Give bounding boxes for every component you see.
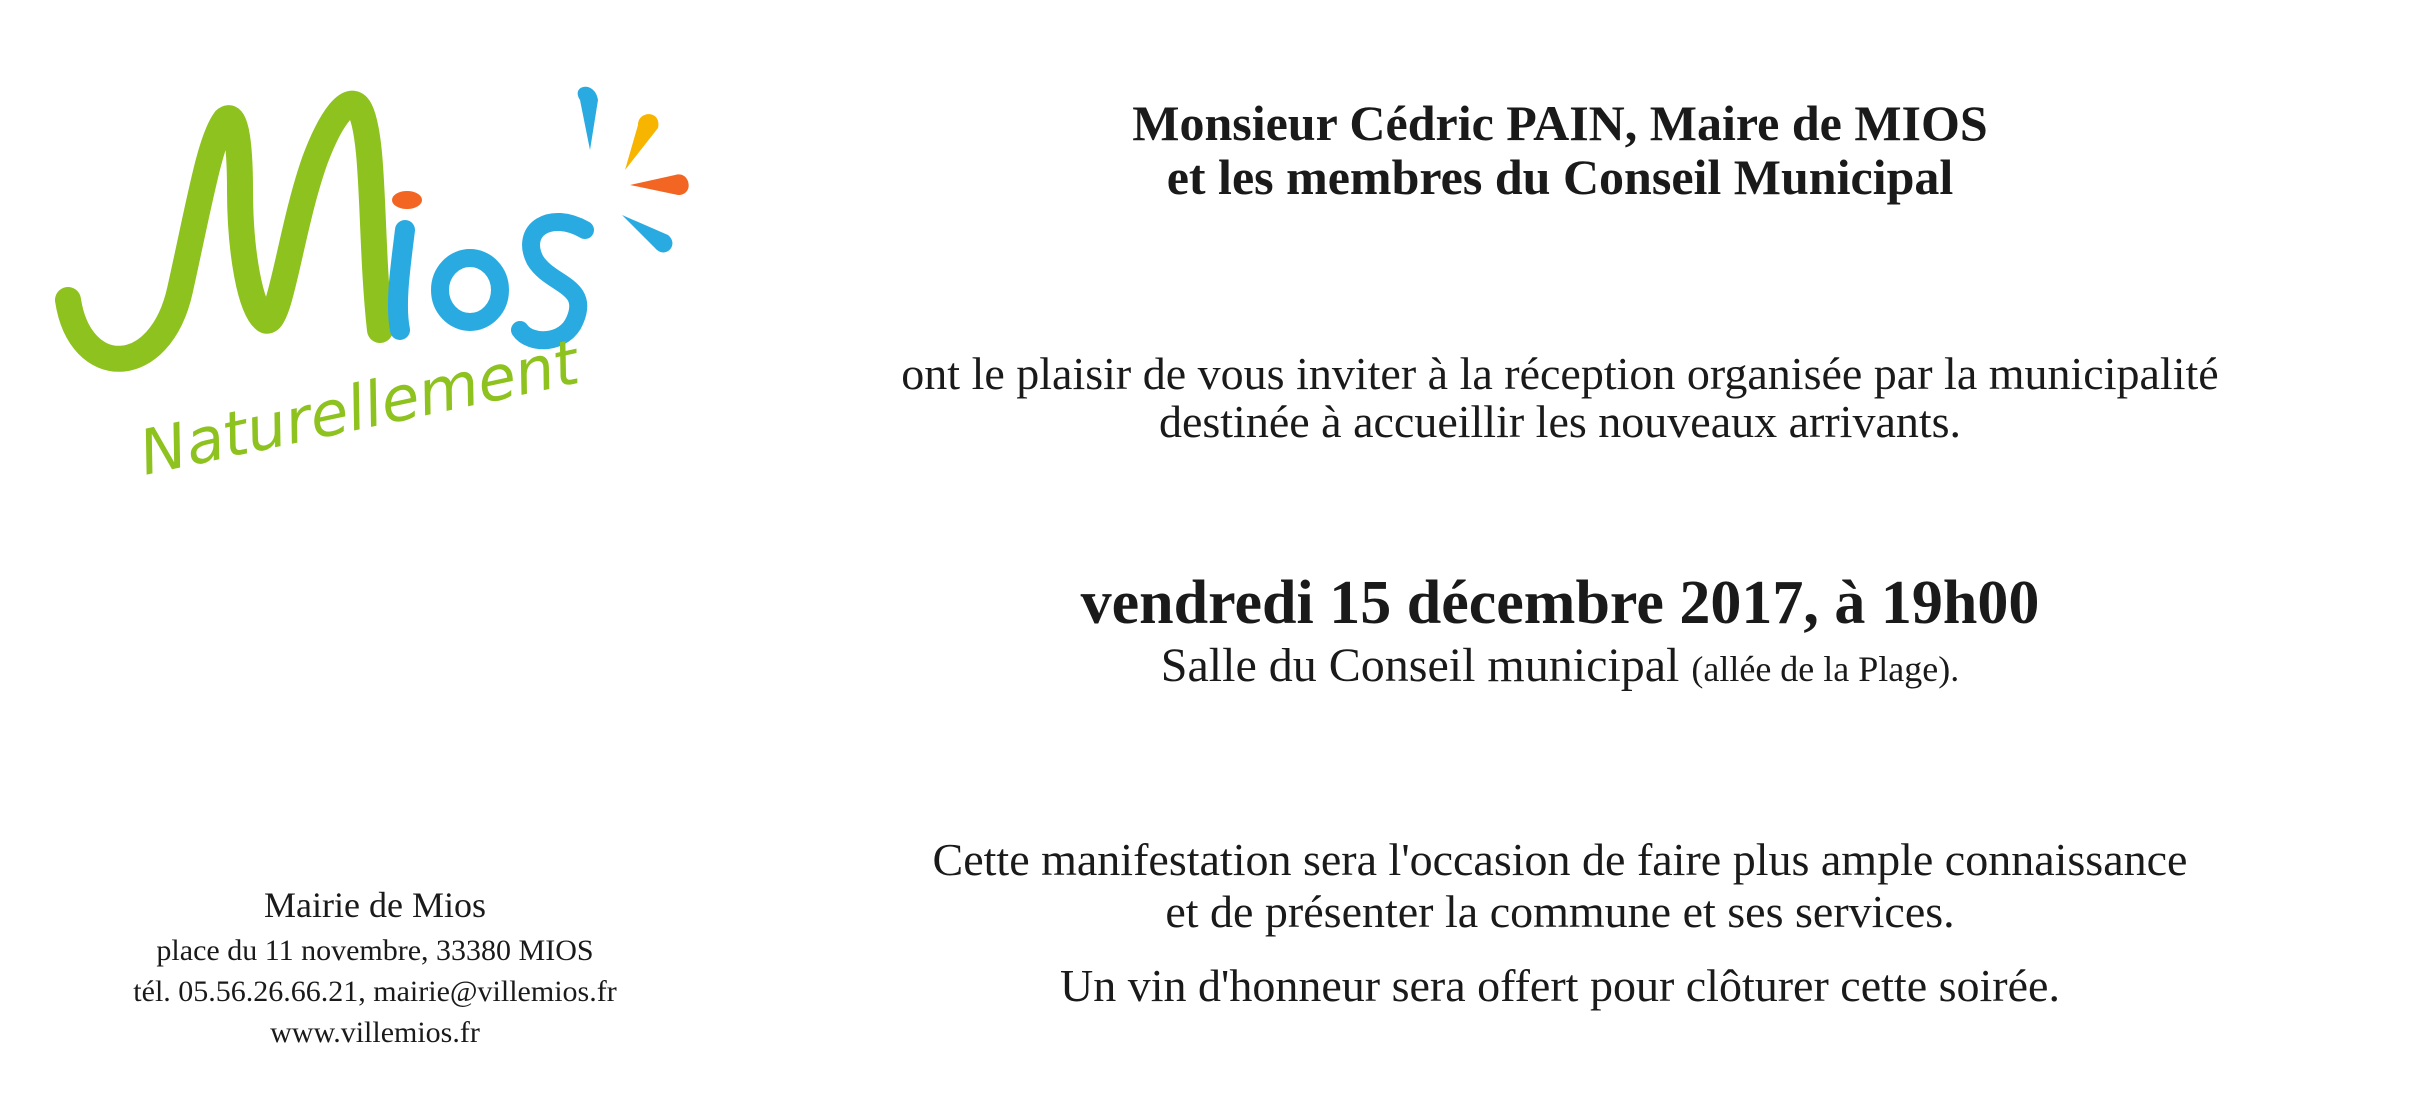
- logo-letter-i: [398, 230, 405, 330]
- contact-name: Mairie de Mios: [264, 885, 486, 925]
- closing-text: [760, 834, 2360, 938]
- logo-ray-orange: [630, 174, 689, 195]
- logo-tagline: Naturellement: [132, 325, 585, 480]
- hosts-line-2: et les membres du Conseil Municipal: [1166, 149, 1954, 205]
- hosts-heading: [760, 96, 2360, 204]
- venue-name: Salle du Conseil municipal: [1160, 639, 1680, 692]
- venue-detail: (allée de la Plage).: [1691, 649, 1960, 689]
- logo-letter-s: [520, 222, 585, 340]
- mios-logo-graphic: [50, 80, 700, 480]
- mios-logo: [50, 80, 700, 480]
- logo-ray-yellow: [625, 114, 658, 170]
- hosts-line-1: Monsieur Cédric PAIN, Maire de MIOS: [1132, 95, 1988, 151]
- invitation-line-1: ont le plaisir de vous inviter à la réception organisée par la municipalité: [901, 348, 2219, 399]
- logo-letter-o: [440, 258, 500, 322]
- logo-ray-blue-2: [622, 215, 672, 252]
- logo-letter-m: [68, 104, 380, 359]
- logo-i-dot: [392, 191, 422, 209]
- contact-block: [60, 880, 690, 1053]
- closing-line-2: et de présenter la commune et ses services.: [1165, 886, 1955, 937]
- event-date: vendredi 15 décembre 2017, à 19h00: [1080, 569, 2040, 637]
- invitation-text: [760, 350, 2360, 446]
- contact-phone-email: tél. 05.56.26.66.21, mairie@villemios.fr: [133, 975, 617, 1008]
- closing-line-1: Cette manifestation sera l'occasion de faire plus ample connaissance: [932, 834, 2188, 885]
- contact-address: place du 11 novembre, 33380 MIOS: [156, 934, 594, 967]
- invitation-line-2: destinée à accueillir les nouveaux arrivants.: [1158, 396, 1962, 447]
- contact-website: www.villemios.fr: [270, 1016, 480, 1049]
- event-venue: [760, 636, 2360, 699]
- closing-line-3: Un vin d'honneur sera offert pour clôturer cette soirée.: [1060, 960, 2060, 1011]
- logo-ray-blue: [578, 87, 598, 150]
